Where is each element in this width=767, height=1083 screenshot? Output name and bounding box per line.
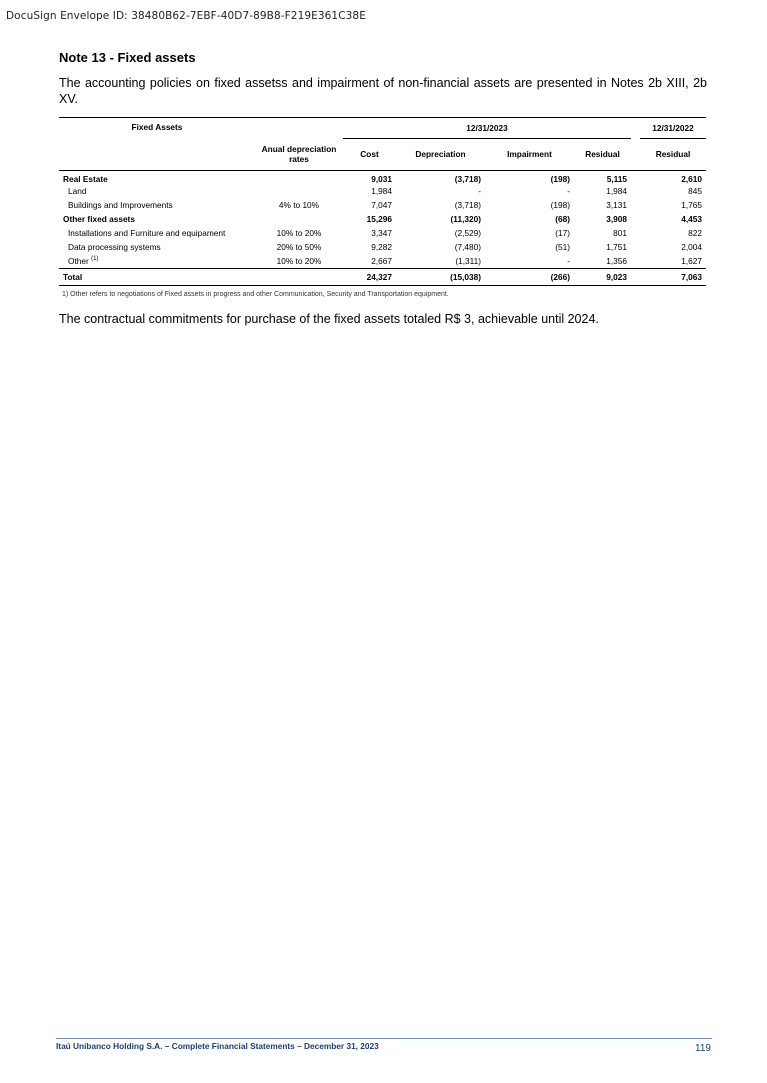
row-rate xyxy=(255,184,343,198)
table-row xyxy=(59,226,706,240)
header-period-prior: 12/31/2022 xyxy=(640,118,706,138)
header-period-current: 12/31/2023 xyxy=(343,118,631,138)
row-residual: 3,908 xyxy=(606,214,627,224)
row-residual-prior: 2,004 xyxy=(681,242,702,252)
total-residual-prior: 7,063 xyxy=(640,268,706,285)
row-cost: 7,047 xyxy=(371,200,392,210)
header-residual-prior: Residual xyxy=(640,138,706,170)
row-impairment: (51) xyxy=(555,242,570,252)
row-rate: 4% to 10% xyxy=(278,200,320,210)
row-residual-prior: 845 xyxy=(688,186,702,196)
docusign-envelope-id: DocuSign Envelope ID: 38480B62-7EBF-40D7-89B8-F219E361C38E xyxy=(6,10,366,22)
header-fixed-assets: Fixed Assets xyxy=(59,118,255,170)
table-row xyxy=(59,212,706,226)
row-label: Installations and Furniture and equipament xyxy=(68,228,226,238)
table-footnote: 1) Other refers to negotiations of Fixed assets in progress and other Communication, Security and Transportation equipment. xyxy=(62,291,449,298)
page-number: 119 xyxy=(695,1043,711,1054)
row-impairment: - xyxy=(567,186,570,196)
row-rate: 20% to 50% xyxy=(276,242,322,252)
total-row xyxy=(59,268,706,285)
row-residual-prior: 1,765 xyxy=(681,200,702,210)
row-residual: 1,751 xyxy=(606,242,627,252)
row-residual-prior: 4,453 xyxy=(681,214,702,224)
total-cost: 24,327 xyxy=(343,268,396,285)
header-rates: Anual depreciation rates xyxy=(255,138,343,170)
row-cost: 1,984 xyxy=(371,186,392,196)
row-cost: 15,296 xyxy=(366,214,392,224)
table-row xyxy=(59,184,706,198)
row-impairment: (198) xyxy=(550,200,570,210)
row-impairment: (68) xyxy=(555,214,570,224)
row-residual: 1,984 xyxy=(606,186,627,196)
row-label-text: Other xyxy=(68,255,89,266)
row-residual: 1,356 xyxy=(606,255,627,266)
intro-paragraph: The accounting policies on fixed assetss and impairment of non-financial assets are presented in Notes 2b XIII, 2b XV. xyxy=(59,76,707,106)
row-impairment: (17) xyxy=(555,228,570,238)
row-cost: 9,031 xyxy=(371,173,392,184)
row-rate xyxy=(255,170,343,184)
row-depreciation: (3,718) xyxy=(454,200,481,210)
header-residual: Residual xyxy=(574,138,631,170)
row-label: Data processing systems xyxy=(68,242,161,252)
commitment-paragraph: The contractual commitments for purchase of the fixed assets totaled R$ 3, achievable until 2024. xyxy=(59,312,599,326)
row-residual: 3,131 xyxy=(606,200,627,210)
row-depreciation: (11,320) xyxy=(450,214,481,224)
fixed-assets-table xyxy=(59,117,706,286)
row-residual: 5,115 xyxy=(606,173,627,184)
row-label: Land xyxy=(68,186,87,196)
period-header-row xyxy=(59,118,706,138)
row-cost: 2,667 xyxy=(371,255,392,266)
table-row xyxy=(59,240,706,254)
header-depreciation: Depreciation xyxy=(396,138,485,170)
footer-divider xyxy=(56,1038,712,1039)
row-rate: 10% to 20% xyxy=(276,228,322,238)
row-depreciation: (2,529) xyxy=(454,228,481,238)
row-depreciation: (7,480) xyxy=(454,242,481,252)
header-impairment: Impairment xyxy=(485,138,574,170)
total-residual: 9,023 xyxy=(574,268,631,285)
row-residual: 801 xyxy=(613,228,627,238)
row-depreciation: (3,718) xyxy=(454,173,481,184)
total-label: Total xyxy=(59,268,255,285)
row-rate: 10% to 20% xyxy=(276,255,322,266)
row-depreciation: (1,311) xyxy=(455,255,481,266)
table-row xyxy=(59,198,706,212)
row-depreciation: - xyxy=(478,186,481,196)
row-label: Buildings and Improvements xyxy=(68,200,173,210)
row-cost: 9,282 xyxy=(371,242,392,252)
row-impairment: - xyxy=(567,255,570,266)
table-row xyxy=(59,254,706,268)
row-residual-prior: 1,627 xyxy=(681,255,702,266)
row-label: Real Estate xyxy=(63,173,108,184)
total-impairment: (266) xyxy=(485,268,574,285)
note-title: Note 13 - Fixed assets xyxy=(59,50,196,65)
table-row xyxy=(59,170,706,184)
row-impairment: (198) xyxy=(550,173,570,184)
row-label: Other fixed assets xyxy=(63,214,135,224)
row-residual-prior: 2,610 xyxy=(681,173,702,184)
total-depreciation: (15,038) xyxy=(396,268,485,285)
footer-text: Itaú Unibanco Holding S.A. – Complete Financial Statements – December 31, 2023 xyxy=(56,1041,379,1051)
row-residual-prior: 822 xyxy=(688,228,702,238)
footnote-ref: (1) xyxy=(91,255,99,262)
row-label xyxy=(59,254,255,268)
row-cost: 3,347 xyxy=(371,228,392,238)
row-rate xyxy=(255,212,343,226)
header-cost: Cost xyxy=(343,138,396,170)
